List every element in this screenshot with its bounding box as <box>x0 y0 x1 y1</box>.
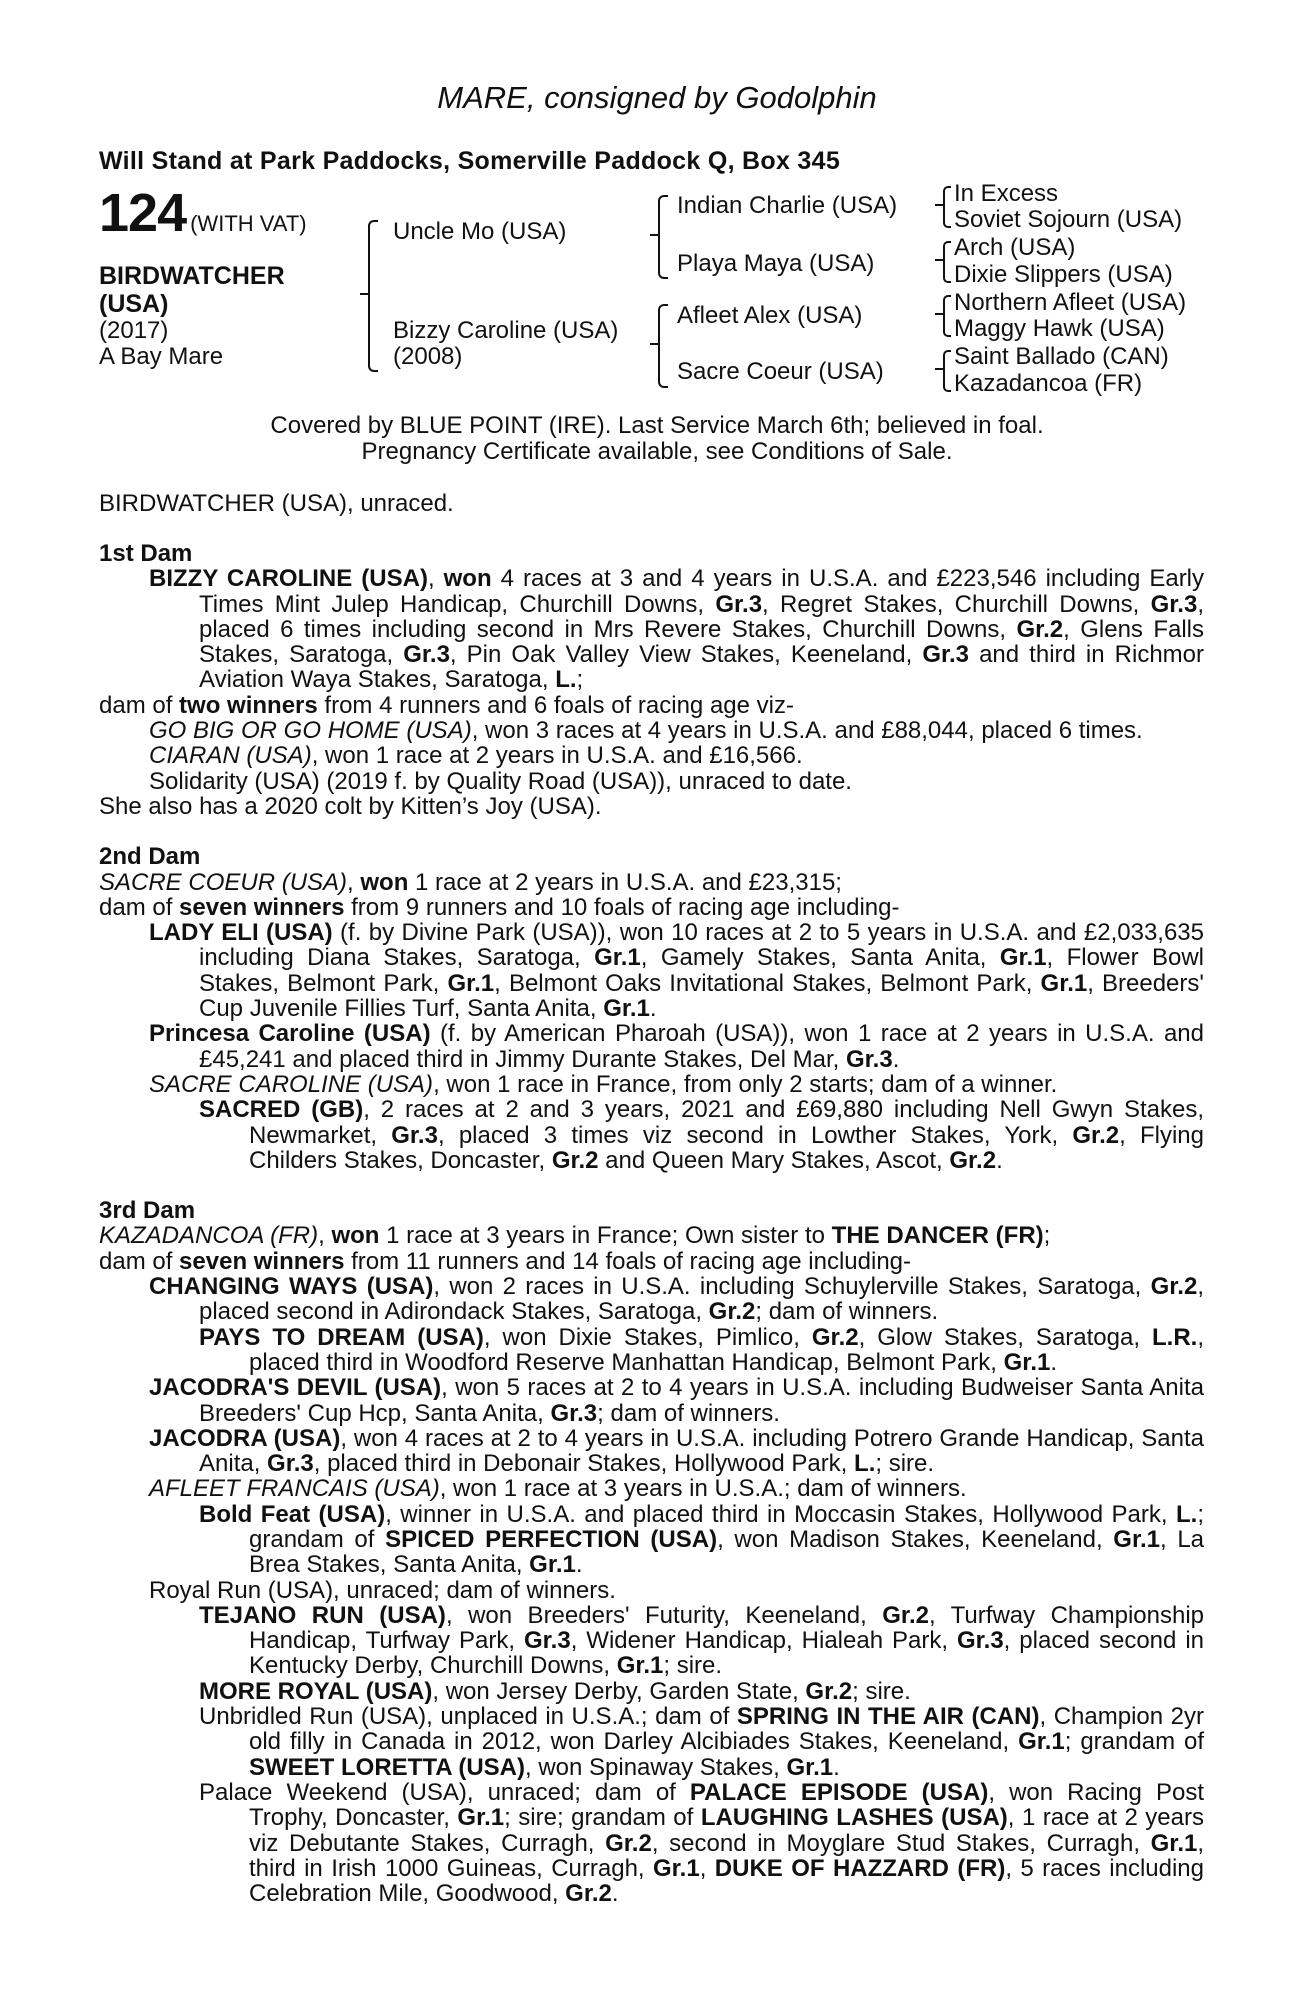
pedigree-brace-g3 <box>943 295 951 337</box>
dam3-foal-3: JACODRA (USA), won 4 races at 2 to 4 years in U.S.A. including Potrero Grande Handicap, Santa Anita, Gr.3, placed third in Debonair Stakes, Hollywood Park, L.; sire. <box>149 1424 1204 1478</box>
covered-note: Covered by BLUE POINT (IRE). Last Service March 6th; believed in foal. <box>270 412 1044 439</box>
pedigree-brace-g3-tip <box>935 313 943 315</box>
dam2-foal-2: Princesa Caroline (USA) (f. by American Pharoah (USA)), won 1 race at 2 years in U.S.A. and £45,241 and placed third in Jimmy Durante Stakes, Del Mar, Gr.3. <box>149 1020 1204 1073</box>
dam1-foal-1: GO BIG OR GO HOME (USA), won 3 races at 4 years in U.S.A. and £88,044, placed 6 times. <box>149 717 1143 745</box>
pedigree-brace-main <box>368 220 378 372</box>
pedigree-brace-sire <box>658 195 668 279</box>
dam3-foal-2: JACODRA'S DEVIL (USA), won 5 races at 2 to 4 years in U.S.A. including Budweiser Santa Anita Breeders' Cup Hcp, Santa Anita, Gr.3; dam of winners. <box>149 1374 1204 1427</box>
pedigree-brace-g1-tip <box>935 204 943 206</box>
dam1-note: She also has a 2020 colt by Kitten’s Joy (USA). <box>99 792 602 820</box>
dam2-record: SACRE COEUR (USA), won 1 race at 2 years in U.S.A. and £23,315; <box>99 868 842 896</box>
pedigree-gg8: Kazadancoa (FR) <box>954 370 1143 397</box>
pedigree-brace-g1 <box>943 186 951 228</box>
pedigree-dam: Bizzy Caroline (USA) <box>393 317 619 344</box>
dam1-won: won <box>443 565 492 593</box>
pedigree-sire-sire: Indian Charlie (USA) <box>677 192 898 219</box>
dam3-produce-summary: dam of seven winners from 11 runners and 14 foals of racing age including- <box>99 1247 912 1275</box>
dam1-foal-3: Solidarity (USA) (2019 f. by Quality Road (USA)), unraced to date. <box>149 767 852 795</box>
dam3-grandfoal-1: PAYS TO DREAM (USA), won Dixie Stakes, Pimlico, Gr.2, Glow Stakes, Saratoga, L.R., placed third in Woodford Reserve Manhattan Handicap, Belmont Park, Gr.1. <box>199 1323 1204 1376</box>
certificate-note: Pregnancy Certificate available, see Conditions of Sale. <box>361 438 953 465</box>
dam2-produce-summary: dam of seven winners from 9 runners and 10 foals of racing age including- <box>99 893 900 921</box>
pedigree-brace-main-tip <box>360 293 370 295</box>
dam2-heading: 2nd Dam <box>99 843 201 871</box>
dam3-foal-5: Royal Run (USA), unraced; dam of winners. <box>149 1576 616 1604</box>
pedigree-brace-g4-tip <box>935 368 943 370</box>
dam3-grandfoal-6: Palace Weekend (USA), unraced; dam of PALACE EPISODE (USA), won Racing Post Trophy, Doncaster, Gr.1; sire; grandam of LAUGHING LASHES (USA), 1 race at 2 years viz Debutante Stakes, Curragh, Gr.2, second in Moyglare Stud Stakes, Curragh, Gr.1, third in Irish 1000 Guineas, Curragh, Gr.1, DUKE OF HAZZARD (FR), 5 races including Celebration Mile, Goodwood, Gr.2. <box>199 1778 1205 1908</box>
dam2-foal-3: SACRE CAROLINE (USA), won 1 race in France, from only 2 starts; dam of a winner. <box>149 1070 1058 1098</box>
pedigree-dam-year: (2008) <box>393 343 463 370</box>
pedigree-brace-sire-tip <box>650 234 660 236</box>
pedigree-gg6: Maggy Hawk (USA) <box>954 315 1165 342</box>
dam3-grandfoal-2: Bold Feat (USA), winner in U.S.A. and placed third in Moccasin Stakes, Hollywood Park, L.; grandam of SPICED PERFECTION (USA), won Madison Stakes, Keeneland, Gr.1, La Brea Stakes, Santa Anita, Gr.1. <box>199 1500 1205 1579</box>
horse-country: (USA) <box>99 290 169 318</box>
horse-name: BIRDWATCHER <box>99 262 285 290</box>
pedigree-gg4: Dixie Slippers (USA) <box>954 261 1173 288</box>
horse-year: (2017) <box>99 317 169 344</box>
pedigree-brace-dam <box>658 304 668 388</box>
pedigree-gg7: Saint Ballado (CAN) <box>954 343 1169 370</box>
dam-lines <box>99 541 1204 1906</box>
lot-number-block <box>99 182 307 244</box>
dam1-name: BIZZY CAROLINE (USA) <box>149 565 428 593</box>
dam3-grandfoal-3: TEJANO RUN (USA), won Breeders' Futurity, Keeneland, Gr.2, Turfway Championship Handicap, Turfway Park, Gr.3, Widener Handicap, Hialeah Park, Gr.3, placed second in Kentucky Derby, Churchill Downs, Gr.1; sire. <box>199 1601 1205 1680</box>
pedigree-dam-dam: Sacre Coeur (USA) <box>677 358 884 385</box>
dam1-heading: 1st Dam <box>99 540 193 567</box>
unraced-note: BIRDWATCHER (USA), unraced. <box>99 490 454 517</box>
pedigree-sire: Uncle Mo (USA) <box>393 218 567 245</box>
lot-number: 124 <box>99 183 187 243</box>
page-heading: MARE, consigned by Godolphin <box>437 80 877 115</box>
dam2-foal-1: LADY ELI (USA) (f. by Divine Park (USA)), won 10 races at 2 to 5 years in U.S.A. and £2,033,635 including Diana Stakes, Saratoga, Gr.1, Gamely Stakes, Santa Anita, Gr.1, Flower Bowl Stakes, Belmont Park, Gr.1, Belmont Oaks Invitational Stakes, Belmont Park, Gr.1, Breeders' Cup Juvenile Fillies Turf, Santa Anita, Gr.1. <box>149 919 1205 1023</box>
pedigree-brace-g4 <box>943 350 951 392</box>
dam3-record: KAZADANCOA (FR), won 1 race at 3 years in France; Own sister to THE DANCER (FR); <box>99 1222 1051 1250</box>
pedigree-brace-g2 <box>943 241 951 283</box>
horse-description: A Bay Mare <box>99 343 224 370</box>
dam2-grandfoal-1: SACRED (GB), 2 races at 2 and 3 years, 2021 and £69,880 including Nell Gwyn Stakes, Newmarket, Gr.3, placed 3 times viz second in Lowther Stakes, York, Gr.2, Flying Childers Stakes, Doncaster, Gr.2 and Queen Mary Stakes, Ascot, Gr.2. <box>199 1096 1204 1174</box>
pedigree-dam-sire: Afleet Alex (USA) <box>677 302 863 329</box>
pedigree-brace-g2-tip <box>935 259 943 261</box>
dam3-foal-1: CHANGING WAYS (USA), won 2 races in U.S.A. including Schuylerville Stakes, Saratoga, Gr.2, placed second in Adirondack Stakes, Saratoga, Gr.2; dam of winners. <box>149 1273 1204 1326</box>
pedigree-sire-dam: Playa Maya (USA) <box>677 250 875 277</box>
vat-label: (WITH VAT) <box>190 211 307 236</box>
dam1-record: BIZZY CAROLINE (USA), won 4 races at 3 and 4 years in U.S.A. and £223,546 including Early Times Mint Julep Handicap, Churchill Downs, Gr.3, Regret Stakes, Churchill Downs, Gr.3, placed 6 times including second in Mrs Revere Stakes, Churchill Downs, Gr.2, Glens Falls Stakes, Saratoga, Gr.3, Pin Oak Valley View Stakes, Keeneland, Gr.3 and third in Richmor Aviation Waya Stakes, Saratoga, L.; <box>149 565 1205 694</box>
dam1-foal-2: CIARAN (USA), won 1 race at 2 years in U.S.A. and £16,566. <box>149 742 803 770</box>
dam3-grandfoal-5: Unbridled Run (USA), unplaced in U.S.A.; dam of SPRING IN THE AIR (CAN), Champion 2yr old filly in Canada in 2012, won Darley Alcibiades Stakes, Keeneland, Gr.1; grandam of SWEET LORETTA (USA), won Spinaway Stakes, Gr.1. <box>199 1703 1204 1781</box>
dam1-produce-summary: dam of two winners from 4 runners and 6 foals of racing age viz- <box>99 691 794 719</box>
pedigree-brace-dam-tip <box>650 343 660 345</box>
pedigree-gg1: In Excess <box>954 180 1059 207</box>
dam3-grandfoal-4: MORE ROYAL (USA), won Jersey Derby, Garden State, Gr.2; sire. <box>199 1677 911 1705</box>
pedigree-gg3: Arch (USA) <box>954 234 1076 261</box>
dam3-heading: 3rd Dam <box>99 1197 196 1225</box>
dam3-foal-4: AFLEET FRANCAIS (USA), won 1 race at 3 years in U.S.A.; dam of winners. <box>149 1475 967 1503</box>
stand-location: Will Stand at Park Paddocks, Somerville Paddock Q, Box 345 <box>99 147 841 175</box>
pedigree-gg5: Northern Afleet (USA) <box>954 289 1187 316</box>
pedigree-gg2: Soviet Sojourn (USA) <box>954 206 1183 233</box>
